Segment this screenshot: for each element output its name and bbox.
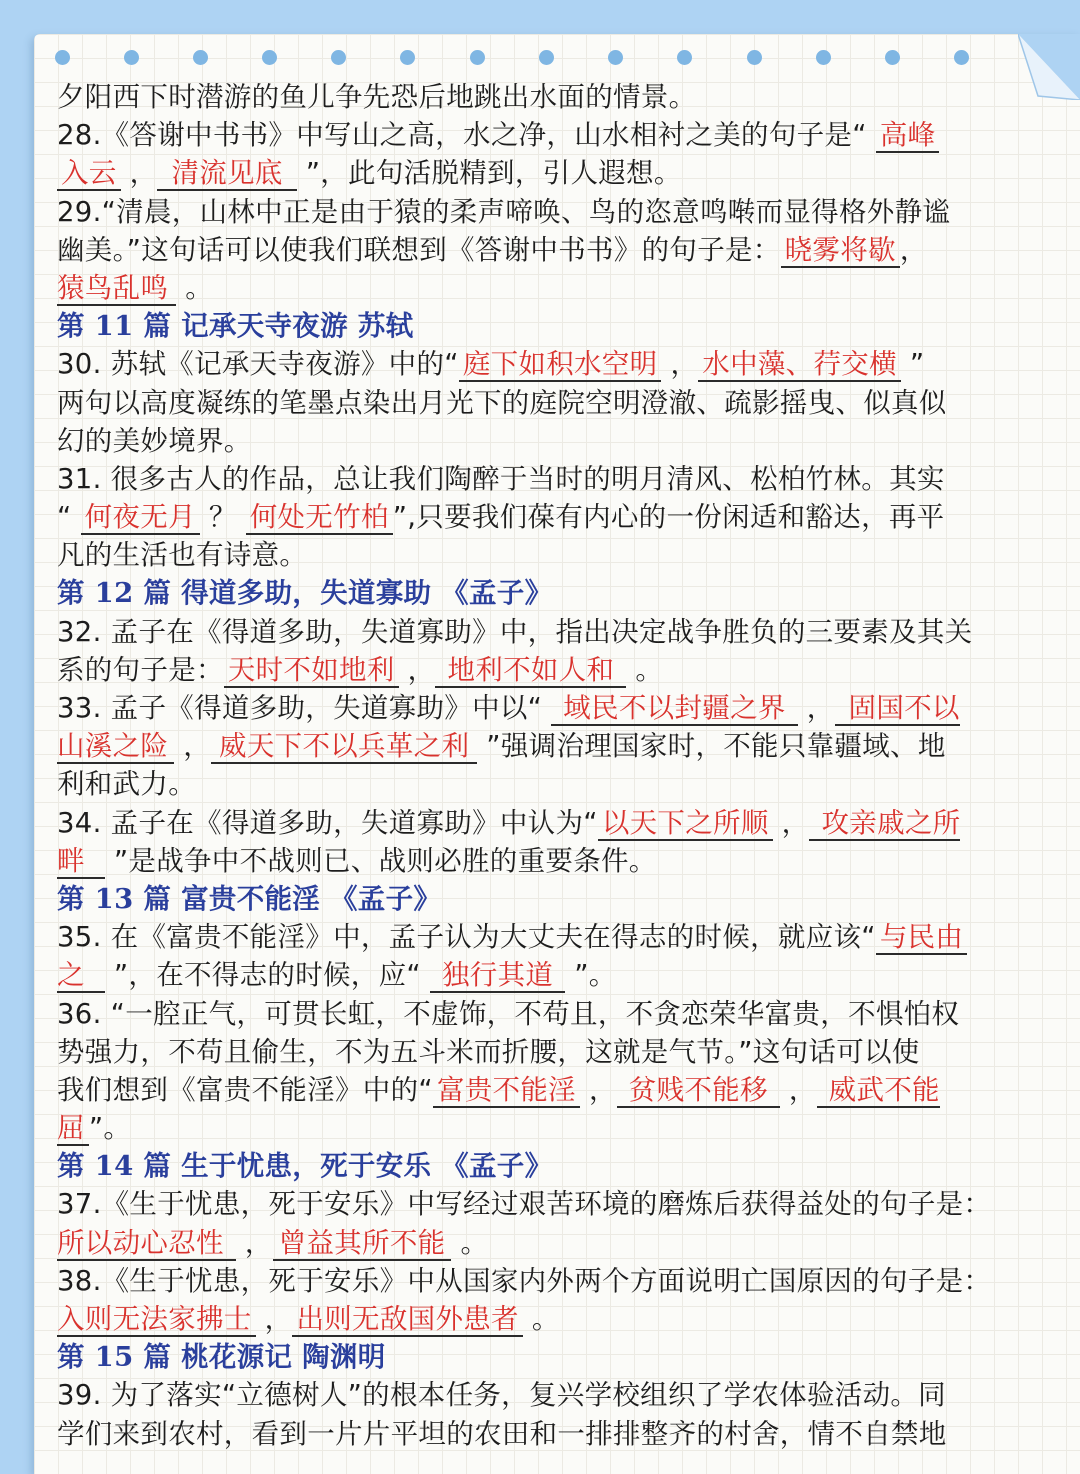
question-29-line: 29.“清晨，山林中正是由于猿的柔声啼唤、鸟的恣意鸣啭而显得格外静谧	[57, 195, 951, 228]
answer-blank: 富贵不能淫	[433, 1074, 580, 1108]
question-36-line: 36. “一腔正气，可贯长虹，不虚饰，不苟且，不贪恋荣华富贵，不惧怕权	[57, 997, 960, 1030]
question-34-line: 34. 孟子在《得道多助，失道寡助》中认为“ 以天下之所顺 ， 攻亲戚之所	[57, 806, 961, 839]
answer-blank: 何夜无月	[81, 501, 200, 535]
binder-hole-icon	[539, 50, 554, 65]
question-36-line: 势强力，不苟且偷生，不为五斗米而折腰，这就是气节。”这句话可以使	[57, 1035, 920, 1068]
question-33-line: 山溪之险 ， 威天下不以兵革之利 ”强调治理国家时，不能只靠疆域、地	[57, 730, 946, 763]
answer-blank: 与民由	[876, 921, 967, 955]
question-30-line: 两句以高度凝练的笔墨点染出月光下的庭院空明澄澈、疏影摇曳、似真似	[57, 386, 947, 419]
question-32-line: 32. 孟子在《得道多助，失道寡助》中，指出决定战争胜负的三要素及其关	[57, 615, 973, 648]
question-37-line: 37.《生于忧患，死于安乐》中写经过艰苦环境的磨炼后获得益处的句子是：	[57, 1188, 992, 1221]
question-29-line: 幽美。”这句话可以使我们联想到《答谢中书书》的句子是： 晓雾将歇 ，	[57, 233, 928, 266]
section-heading-15: 第 15 篇 桃花源记 陶渊明	[57, 1341, 386, 1374]
binder-hole-icon	[400, 50, 415, 65]
binder-hole-icon	[677, 50, 692, 65]
answer-blank: 水中藻、荇交横	[698, 348, 901, 382]
question-33-line: 33. 孟子《得道多助，失道寡助》中以“ 域民不以封疆之界 ， 固国不以	[57, 692, 960, 724]
answer-blank: 出则无敌国外患者	[292, 1303, 522, 1337]
section-heading-11: 第 11 篇 记承天寺夜游 苏轼	[57, 310, 414, 343]
question-38-line: 入则无法家拂士 ， 出则无敌国外患者 。	[57, 1303, 560, 1335]
answer-blank: 入云	[57, 157, 121, 191]
answer-blank: 域民不以封疆之界	[551, 692, 797, 726]
answer-blank: 攻亲戚之所	[809, 807, 960, 841]
question-32-line: 系的句子是： 天时不如地利 ， 地利不如人和 。	[57, 653, 664, 686]
answer-blank: 威天下不以兵革之利	[211, 730, 477, 764]
question-33-line: 利和武力。	[57, 768, 196, 801]
binder-hole-icon	[193, 50, 208, 65]
answer-blank: 天时不如地利	[224, 654, 399, 688]
binder-holes	[0, 50, 1080, 70]
binder-hole-icon	[885, 50, 900, 65]
answer-blank: 入则无法家拂士	[57, 1303, 256, 1337]
section-heading-12: 第 12 篇 得道多助，失道寡助 《孟子》	[57, 577, 553, 610]
answer-blank: 地利不如人和	[435, 654, 626, 688]
question-36-line: 我们想到《富贵不能淫》中的“ 富贵不能淫 ， 贫贱不能移 ， 威武不能	[57, 1073, 940, 1106]
answer-blank: 所以动心忍性	[57, 1227, 236, 1261]
question-31-line: “ 何夜无月 ？ 何处无竹柏 ”,只要我们葆有内心的一份闲适和豁达，再平	[57, 501, 945, 534]
answer-blank: 屈	[57, 1112, 89, 1146]
answer-blank: 固国不以	[835, 692, 960, 726]
answer-blank: 晓雾将歇	[781, 234, 900, 268]
answer-blank: 以天下之所顺	[598, 807, 773, 841]
answer-blank: 威武不能	[817, 1074, 940, 1108]
question-39-line: 39. 为了落实“立德树人”的根本任务，复兴学校组织了学农体验活动。同	[57, 1379, 946, 1412]
answer-blank: 之	[57, 959, 105, 993]
binder-hole-icon	[124, 50, 139, 65]
question-36-line: 屈 ”。	[57, 1112, 132, 1145]
answer-blank: 清流见底	[157, 157, 296, 191]
section-heading-13: 第 13 篇 富贵不能淫 《孟子》	[57, 882, 442, 915]
exercise-content	[57, 78, 1019, 1453]
text-line: 夕阳西下时潜游的鱼儿争先恐后地跳出水面的情景。	[57, 81, 697, 113]
question-37-line: 所以动心忍性 ， 曾益其所不能 。	[57, 1226, 489, 1259]
question-29-line: 猿鸟乱鸣 。	[57, 271, 214, 304]
answer-blank: 猿鸟乱鸣	[57, 272, 176, 306]
question-35-line: 之 ”，在不得志的时候，应“ 独行其道 ”。	[57, 959, 617, 992]
binder-hole-icon	[608, 50, 623, 65]
answer-blank: 高峰	[876, 119, 940, 153]
binder-hole-icon	[954, 50, 969, 65]
binder-hole-icon	[331, 50, 346, 65]
question-39-line: 学们来到农村，看到一片片平坦的农田和一排排整齐的村舍，情不自禁地	[57, 1417, 947, 1450]
binder-hole-icon	[470, 50, 485, 65]
question-30-line: 30. 苏轼《记承天寺夜游》中的“ 庭下如积水空明 ， 水中藻、荇交横 ”	[57, 348, 925, 381]
question-31-line: 31. 很多古人的作品，总让我们陶醉于当时的明月清风、松柏竹林。其实	[57, 462, 945, 495]
answer-blank: 山溪之险	[57, 730, 174, 764]
binder-hole-icon	[747, 50, 762, 65]
answer-blank: 曾益其所不能	[273, 1227, 452, 1261]
question-38-line: 38.《生于忧患，死于安乐》中从国家内外两个方面说明亡国原因的句子是：	[57, 1264, 992, 1297]
question-28-line: 28.《答谢中书书》中写山之高，水之净，山水相衬之美的句子是“ 高峰	[57, 116, 1019, 154]
question-31-line: 凡的生活也有诗意。	[57, 539, 308, 572]
answer-blank: 何处无竹柏	[246, 501, 393, 535]
question-34-line: 畔 ”是战争中不战则已、战则必胜的重要条件。	[57, 844, 657, 877]
answer-blank: 独行其道	[430, 959, 565, 993]
answer-blank: 畔	[57, 845, 105, 879]
answer-blank: 贫贱不能移	[617, 1074, 780, 1108]
question-28-line: 入云 ， 清流见底 ”，此句活脱精到，引人遐想。	[57, 154, 1019, 192]
question-35-line: 35. 在《富贵不能淫》中，孟子认为大丈夫在得志的时候，就应该“ 与民由	[57, 918, 1019, 956]
section-heading-14: 第 14 篇 生于忧患，死于安乐 《孟子》	[57, 1150, 553, 1183]
question-30-line: 幻的美妙境界。	[57, 424, 252, 457]
answer-blank: 庭下如积水空明	[459, 348, 662, 382]
binder-hole-icon	[816, 50, 831, 65]
binder-hole-icon	[55, 50, 70, 65]
binder-hole-icon	[262, 50, 277, 65]
